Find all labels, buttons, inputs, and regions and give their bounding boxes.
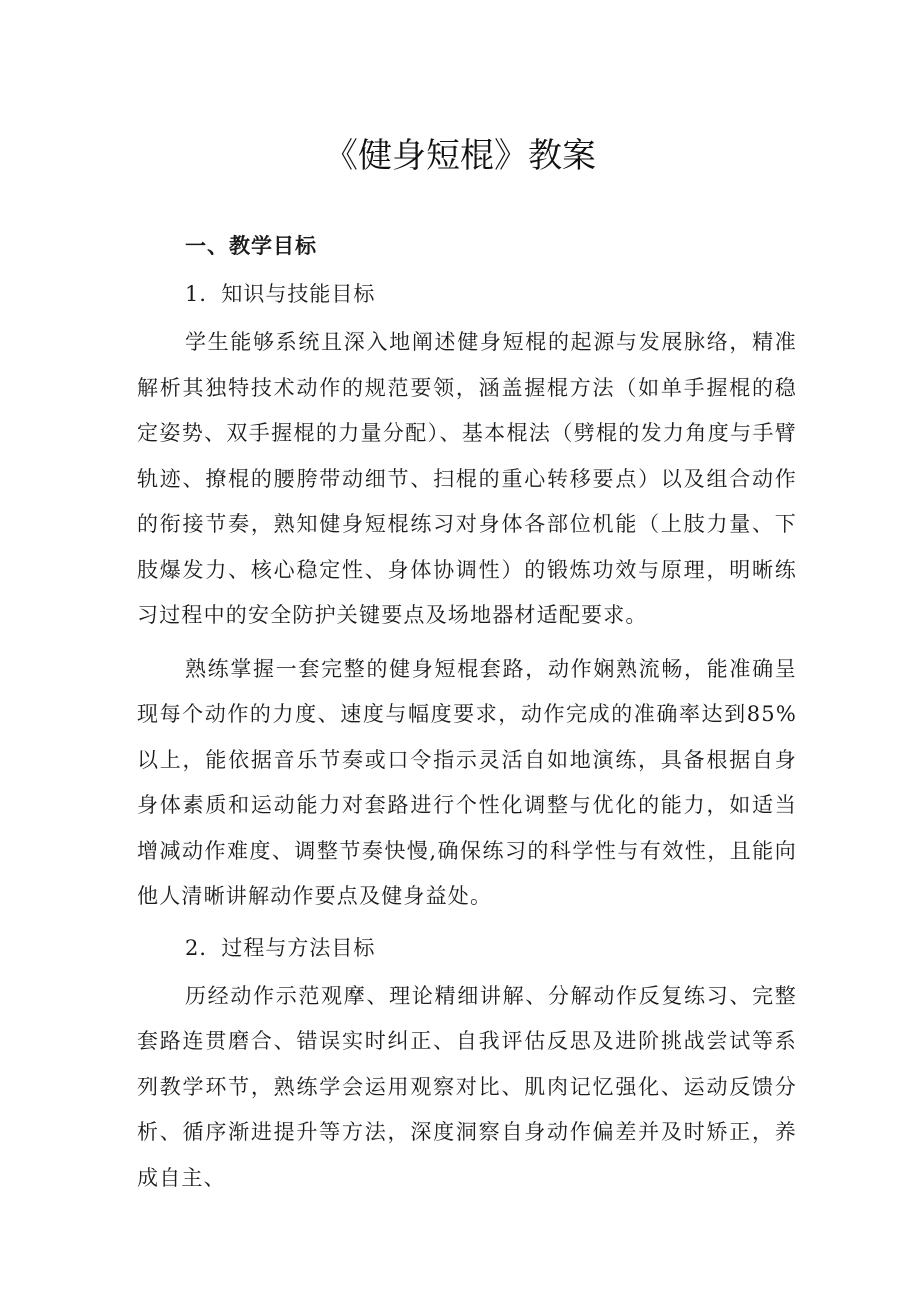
paragraph-skill-goals: 熟练掌握一套完整的健身短棍套路，动作娴熟流畅，能准确呈现每个动作的力度、速度与幅度要求，动作完成的准确率达到85%以上，能依据音乐节奏或口令指示灵活自如地演练，具备根据自身身体素质和运动能力对套路进行个性化调整与优化的能力，如适当增减动作难度、调整节奏快慢,确保练习的科学性与有效性，且能向他人清晰讲解动作要点及健身益处。 — [137, 656, 797, 908]
document-body — [137, 224, 797, 1201]
document-title: 《健身短棍》教案 — [324, 136, 596, 176]
paragraph-knowledge-goals: 学生能够系统且深入地阐述健身短棍的起源与发展脉络，精准解析其独特技术动作的规范要领，涵盖握棍方法（如单手握棍的稳定姿势、双手握棍的力量分配）、基本棍法（劈棍的发力角度与手臂轨迹、撩棍的腰胯带动细节、扫棍的重心转移要点）以及组合动作的衔接节奏，熟知健身短棍练习对身体各部位机能（上肢力量、下肢爆发力、核心稳定性、身体协调性）的锻炼功效与原理，明晰练习过程中的安全防护关键要点及场地器材适配要求。 — [137, 330, 797, 627]
section-heading-teaching-goals: 一、教学目标 — [185, 234, 317, 258]
subheading-knowledge-skill-goals: 1．知识与技能目标 — [185, 282, 376, 306]
paragraph-process-method-goals: 历经动作示范观摩、理论精细讲解、分解动作反复练习、完整套路连贯磨合、错误实时纠正、自我评估反思及进阶挑战尝试等系列教学环节，熟练学会运用观察对比、肌肉记忆强化、运动反馈分析、循序渐进提升等方法，深度洞察自身动作偏差并及时矫正，养成自主、 — [137, 983, 797, 1190]
subheading-process-method-goals: 2．过程与方法目标 — [185, 935, 376, 960]
